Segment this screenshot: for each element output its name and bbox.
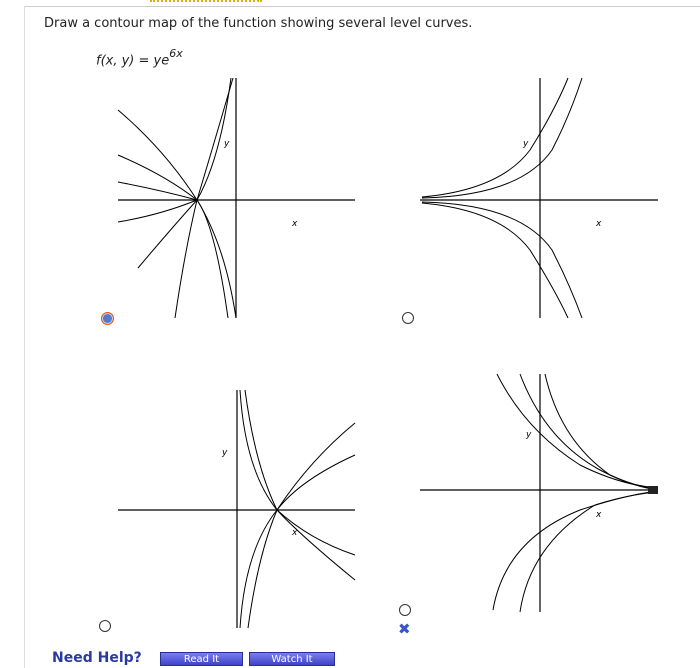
x-axis-label: x: [292, 528, 298, 538]
level-curve: [520, 374, 658, 489]
incorrect-x-icon: ✖: [398, 620, 411, 638]
left-border: [24, 6, 25, 668]
option-c-graph: [110, 385, 360, 630]
option-a-radio[interactable]: [101, 312, 114, 325]
option-c-plot: [110, 385, 360, 630]
level-curve: [422, 78, 568, 197]
function-formula: [96, 49, 183, 68]
need-help-label: Need Help?: [52, 650, 142, 666]
top-border: [0, 0, 700, 10]
level-curve: [497, 374, 658, 488]
option-d-graph: [415, 370, 665, 615]
option-c-radio[interactable]: [99, 620, 111, 632]
watch-it-button[interactable]: Watch It: [249, 652, 335, 666]
level-curve: [118, 110, 236, 318]
level-curve: [545, 374, 658, 490]
level-curve: [422, 203, 568, 318]
option-d-plot: [415, 370, 665, 615]
y-axis-label: y: [224, 139, 230, 149]
level-curve: [138, 78, 231, 268]
option-b-graph: [415, 75, 665, 320]
level-curve: [118, 155, 228, 318]
level-curve: [422, 78, 582, 198]
formula-exponent: 6x: [169, 47, 183, 60]
curve-convergence: [648, 486, 658, 494]
option-a-plot: [110, 75, 360, 320]
level-curve: [422, 202, 582, 318]
level-curve: [175, 78, 233, 318]
x-axis-label: x: [596, 510, 602, 520]
formula-base: f(x, y) = ye: [96, 53, 170, 69]
dotted-highlight: [150, 0, 262, 6]
option-a-graph: [110, 75, 360, 320]
x-axis-label: x: [292, 219, 298, 229]
y-axis-label: y: [222, 448, 228, 458]
level-curve: [248, 455, 355, 628]
level-curve: [520, 492, 658, 612]
x-axis-label: x: [596, 219, 602, 229]
option-b-radio[interactable]: [402, 312, 414, 324]
question-prompt: Draw a contour map of the function showing several level curves.: [44, 16, 473, 31]
option-b-plot: [415, 75, 665, 320]
option-d-radio[interactable]: [399, 604, 411, 616]
level-curve: [493, 491, 658, 610]
y-axis-label: y: [523, 139, 529, 149]
y-axis-label: y: [526, 430, 532, 440]
read-it-button[interactable]: Read It: [160, 652, 243, 666]
top-rule: [24, 6, 700, 7]
level-curve: [118, 182, 197, 222]
